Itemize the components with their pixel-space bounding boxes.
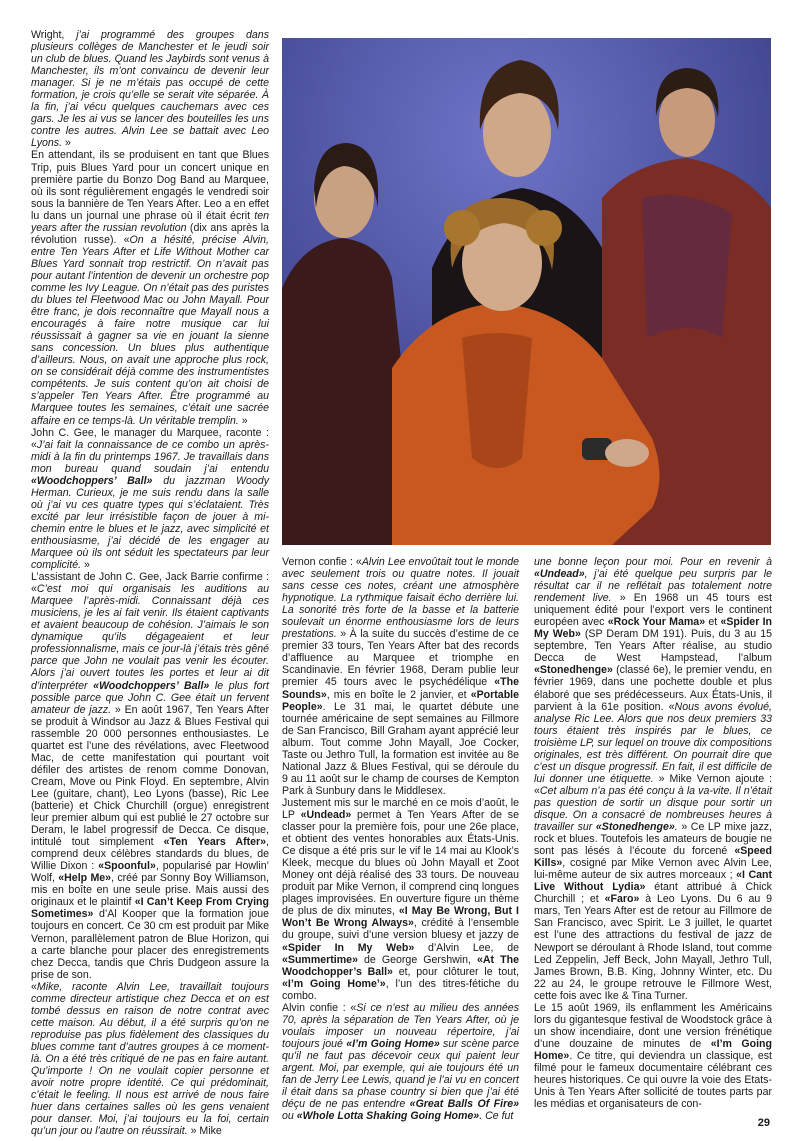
text-run: «Spoonful»: [98, 860, 156, 873]
text-run: «I May Be Wrong, But I Won’t Be Wrong Always»: [282, 905, 519, 930]
text-run: , popularisé par Howlin’ Wolf,: [31, 860, 269, 885]
text-run: sur scène parce qu’il ne faut pas décevoir ceux qui paient leur argent. Moi, par exemple, qui aie toujours été un fan de Jerry Lee Lewis, quand je l’ai vu en concert il était dans sa phase country si bien que j’ai été déçu de ne pas entendre: [282, 1037, 519, 1111]
text-run: Wright,: [31, 29, 77, 41]
text-run: «I Cant Live Without Lydia»: [534, 869, 772, 894]
text-run: «Portable People»: [282, 688, 519, 713]
text-run: étant attribué à Chick Churchill ; et: [534, 881, 772, 906]
text-run: . Ce titre, qui deviendra un classique, est filmé pour le fameux documentaire célébrant ces heures historiques. Ce qui ouvre la voie des Etats-Unis à Ten Years After sollicité de toutes parts par les médias et organisateurs de con-: [534, 1049, 772, 1111]
text-run: » Mike: [187, 1125, 222, 1138]
text-run: j’ai programmé des groupes dans plusieurs collèges de Manchester et le jeudi soir un club de blues. Quand les Jaybirds sont venus à Manchester, ils m’ont convaincu de devenir leur manager. Si je ne m’étais pas occupé de cette formation, je crois qu’elle se serait vite séparée. À la fin, j’ai vécu quelques cauchemars avec ces gars. Je les ai vus se lancer des bouteilles les uns contre les autres. Alvin Lee se battait avec Leo Lyons.: [31, 29, 269, 150]
article-paragraph: [31, 427, 269, 572]
text-run: permet à Ten Years After de se classer pour la première fois, pour une 26e place, et obtient des ventes honorables aux États-Unis. Ce disque a été pris sur le vif le 14 mai au Klook’s Kleek, mecque du blues où John Mayall et Zoot Money ont déjà réalisé des 33 tours. De nouveau produit par Mike Vernon, il comprend cinq longues plages improvisées. En ouverture figure un thème de plus de dix minutes,: [282, 808, 519, 918]
text-run: .: [674, 821, 678, 834]
article-paragraph: [31, 29, 269, 149]
text-run: «Rock Your Mama»: [607, 616, 706, 629]
text-run: C’est moi qui organisais les auditions au Marquee l’après-midi. Connaissant déjà ces musiciens, je les ai fait venir. Ils étaient captivants et avaient beaucoup de cohésion. J’aimais le son dynamique qu’ils dégageaient et leur professionnalisme, mais ce jour-là j’étais très gêné parce que John ne voulait pas venir les écouter. Alors j’ai ouvert toutes les portes et leur ai dit d’interpréter: [31, 583, 269, 692]
text-run: et: [705, 616, 721, 629]
article-paragraph: [282, 797, 519, 1002]
text-run: le plus fort possible parce que John C. Gee était un fervent amateur de jazz.: [31, 679, 269, 716]
text-run: Vernon confie : «: [282, 556, 362, 568]
text-run: Nous avons évolué, analyse Ric Lee. Alors que nos deux premiers 33 tours étaient très inspirés par le blues, ce troisième LP, sur lequel on trouve dix compositions originales, est très différent. On pourrait dire que c’est un disque progressif. En fait, il est difficile de lui donner une étiquette.: [534, 700, 772, 785]
text-run: «At The Woodchopper’s Ball»: [282, 953, 519, 978]
text-run: «I’m Going Home’»: [282, 977, 386, 990]
text-run: «Spider In My Web»: [282, 941, 415, 954]
text-run: «: [31, 980, 37, 993]
text-run: «Whole Lotta Shaking Going Home»: [296, 1110, 480, 1123]
text-run: (SP Deram DM 191). Puis, du 3 au 15 septembre, Ten Years After réalise, au studio Decca de West Hampstead, l’album: [534, 628, 772, 665]
article-paragraph: [282, 1002, 519, 1122]
text-run: «Stonedhenge»: [534, 664, 613, 677]
text-run: «Woodchoppers’ Ball»: [93, 679, 210, 692]
text-run: «Help Me»: [58, 872, 112, 885]
text-run: En attendant, ils se produisent en tant que Blues Trip, puis Blues Yard pour un concert unique en première partie du Bonzo Dog Band au Marquee, où ils sont régulièrement engagés le vendredi soir sous la bannière de Ten Years After. Leo a en effet lu dans un journal une phrase où il était écrit: [31, 149, 269, 222]
text-run: ten years after the russian revolution: [31, 209, 269, 234]
text-run: du jazzman Woody Herman. Curieux, je me suis rendu dans la salle où j’ai vu ces quatre types qui s’éclataient. Très excité par leur irrésistible façon de jouer à mi-chemin entre le blues et le jazz, avec simplicité et enthousiasme, j’ai décidé de les engager au Marquee où ils ont séduit les spectateurs par leur complicité.: [31, 474, 269, 572]
article-paragraph: [282, 556, 519, 797]
article-paragraph: [534, 556, 772, 1002]
text-run: «Undead»: [300, 808, 352, 821]
text-run: «I’m Going Home»: [346, 1037, 440, 1050]
text-run: une bonne leçon pour moi. Pour en revenir à: [534, 556, 772, 568]
text-run: , l’un des titres-fétiche du combo.: [282, 977, 519, 1002]
text-run: «Stonedhenge»: [595, 821, 675, 834]
text-run: «Summertime»: [282, 953, 358, 966]
text-run: de George Gershwin,: [357, 953, 478, 966]
text-run: , mis en boîte le 2 janvier, et: [326, 688, 471, 701]
text-run: . Ce fut: [479, 1110, 514, 1123]
text-run: ou: [282, 1110, 297, 1123]
text-run: , j’ai été quelque peu surpris par le résultat car il ne reflétait pas totalement notre rendement live.: [534, 568, 772, 605]
text-run: d’Alvin Lee, de: [414, 941, 519, 954]
text-run: »: [62, 137, 71, 150]
text-run: »: [238, 414, 248, 427]
text-run: «I Can’t Keep From Crying Sometimes»: [31, 896, 269, 921]
article-paragraph: [534, 1002, 772, 1110]
text-run: , créé par Sonny Boy Williamson, mis en boîte en une seule prise. Mais aussi des originaux et le plaintif: [31, 872, 269, 909]
text-run: Cet album n’a pas été conçu à la va-vite. Il n’était pas question de sortir un disque pour sortir un disque. On a consacré de nombreuses heures à travailler sur: [534, 784, 772, 834]
text-run: Mike, raconte Alvin Lee, travaillait toujours comme directeur artistique chez Decca et on est tombé dessus en raison de notre contrat avec cette maison. Au début, il a été surpris qu’on ne reproduise pas plus fidèlement des classiques du blues comme tant d’autres groupes à ce moment-là. On a été très critiqué de ne pas en faire autant. Qu’importe ! On ne voulait copier personne et avoir notre propre identité. Ce qui prédominait, c’était le feeling. Il nous est arrivé de nous faire huer dans certaines salles où les gens venaient pour danser. Moi, j’ai toujours eu la foi, certain qu’un jour ou l’autre on réussirait.: [31, 980, 269, 1138]
text-run: , cosigné par Mike Vernon avec Alvin Lee, lui-même auteur de six autres morceaux ;: [534, 857, 772, 882]
text-run: à Leo Lyons. Du 6 au 9 mars, Ten Years After est de retour au Fillmore de San Francisco, avec Spirit. Le 3 juillet, le quartet est l’une des attractions du festival de jazz de Newport se déroulant à Rhode Island, tout comme Led Zeppelin, Jeff Beck, John Mayall, Jethro Tull, James Brown, B.B. King, Johnny Winter, etc. Du 22 au 24, le groupe retrouve le Fillmore West, cette fois avec Ike & Tina Turner.: [534, 893, 772, 1002]
text-run: «The Sounds»: [282, 676, 519, 701]
text-run: et, pour clôturer le tout,: [392, 965, 519, 978]
text-run: «Ten Years After»: [163, 836, 267, 849]
text-run: » À la suite du succès d’estime de ce premier 33 tours, Ten Years After bat des records d’affluence au Marquee et triomphe en Scandinavie. En février 1968, Deram publie leur premier 45 tours avec le psychédélique: [282, 628, 519, 689]
text-run: John C. Gee, le manager du Marquee, raconte : «: [31, 426, 269, 451]
text-run: » Mike Vernon ajoute : «: [534, 772, 773, 797]
text-run: J’ai fait la connaissance de ce combo un après-midi à la fin du printemps 1967. Je travaillais dans mon bureau quand soudain j’ai entendu: [31, 438, 269, 475]
text-run: , crédité à l’ensemble du groupe, suivi d’une version bluesy et jazzy de: [282, 917, 519, 942]
article-column-left: [31, 29, 270, 1138]
band-photo: [282, 38, 771, 545]
text-run: (classé 6e), le premier vendu, en février 1969, dans une pochette double et plus élaboré que ses prédécesseurs. Aux États-Unis, il parvient à la 61e position. «: [534, 664, 772, 713]
text-run: » En 1968 un 45 tours est uniquement édité pour l’export vers le continent européen avec: [534, 592, 772, 629]
text-run: «Woodchoppers’ Ball»: [31, 474, 153, 487]
page-number: 29: [757, 1117, 770, 1129]
article-column-middle: [282, 556, 519, 1136]
text-run: Alvin Lee envoûtait tout le monde avec seulement trois ou quatre notes. Il jouait sans cesse ces notes, créant une atmosphère hypnotique. La rythmique faisait écho derrière lui. La sonorité très forte de la basse et la batterie soulevait un énorme enthousiasme lors de leurs prestations.: [282, 556, 520, 641]
text-run: Si ce n’est au milieu des années 70, après la séparation de Ten Years After, où je voulais imposer un nouveau répertoire, j’ai toujours joué: [282, 1001, 519, 1050]
article-paragraph: [31, 981, 269, 1138]
text-run: Justement mis sur le marché en ce mois d’août, le LP: [282, 796, 519, 821]
text-run: (dix ans après la révolution russe). «: [31, 221, 270, 246]
text-run: » En août 1967, Ten Years After se produit à Windsor au Jazz & Blues Festival qui rassemble 20 000 personnes enthousiastes. Le quartet est l’une des révélations, avec Fleetwood Mac, de cette manifestation qui pourtant voit défiler des artistes de renom comme Donovan, Cream, Move ou Pink Floyd. En septembre, Alvin Lee (guitare, chant), Leo Lyons (basse), Ric Lee (batterie) et Chick Churchill (orgue) enregistrent leur premier album qui est publié le 27 octobre sur Deram, le label progressif de Decca. Ce disque, intitulé tout simplement: [31, 703, 269, 849]
text-run: »: [81, 559, 90, 572]
text-run: . Le 31 mai, le quartet débute une tournée américaine de sept semaines au Fillmore de San Francisco, Bill Graham ayant apprécié leur album. Tout comme John Mayall, Joe Cocker, Taste ou Jethro Tull, la formation est invitée au 8e National Jazz & Blues Festival, qui se déroule du 9 au 11 août sur le champ de courses de Kempton Park à Sunbury dans le Middlesex.: [282, 700, 519, 797]
text-run: On a hésité, précise Alvin, entre Ten Years After et Life Without Mother car Blues Yard sonnait trop restrictif. On n’avait pas pour autant l’intention de devenir un orchestre pop comme les Ivy League. On n’était pas des puristes du blues tel Fleetwood Mac ou John Mayall. Pour être franc, je dois reconnaître que Mayall nous a encouragés à faire notre musique car lui réussissait à gagner sa vie en jouant la sienne sans concession. Un blues plus authentique d’ailleurs. Nous, on avait une approche plus rock, on se considérait déjà comme des instrumentistes compétents. Je suis content qu’on ait choisi de s’appeler Ten Years After. Être programmé au Marquee toutes les semaines, c’était une sacrée affaire en ce temps-là. Un véritable tremplin.: [31, 233, 269, 427]
article-column-right: [534, 556, 772, 1116]
text-run: «Faro»: [604, 893, 640, 906]
text-run: L’assistant de John C. Gee, Jack Barrie confirme : «: [31, 571, 269, 596]
text-run: «Great Balls Of Fire»: [409, 1098, 519, 1111]
text-run: «Undead»: [534, 568, 585, 581]
text-run: » Ce LP mixe jazz, rock et blues. Toutefois les amateurs de bougie ne sont pas lésés à l’écoute du forcené: [534, 821, 772, 858]
text-run: Le 15 août 1969, ils enflamment les Américains lors du gigantesque festival de Woodstock grâce à un show incendiaire, dont une version frénétique d’une douzaine de minutes de: [534, 1001, 772, 1050]
text-run: «Spider In My Web»: [534, 616, 773, 641]
text-run: Alvin confie : «: [282, 1001, 357, 1014]
text-run: «Speed Kills»: [534, 845, 772, 870]
article-paragraph: [31, 149, 269, 426]
text-run: , comprend deux célèbres standards du blues, de Willie Dixon :: [31, 836, 269, 873]
text-run: d’Al Kooper que la formation joue toujours en concert. Ce 30 cm est produit par Mike Vernon, parallèlement patron de Blue Horizon, qui a carte blanche pour placer des enregistrements chez Decca, tandis que Chris Dudgeon assure la prise de son.: [31, 908, 269, 981]
text-run: «I’m Going Home»: [534, 1037, 772, 1062]
article-paragraph: [31, 571, 269, 981]
